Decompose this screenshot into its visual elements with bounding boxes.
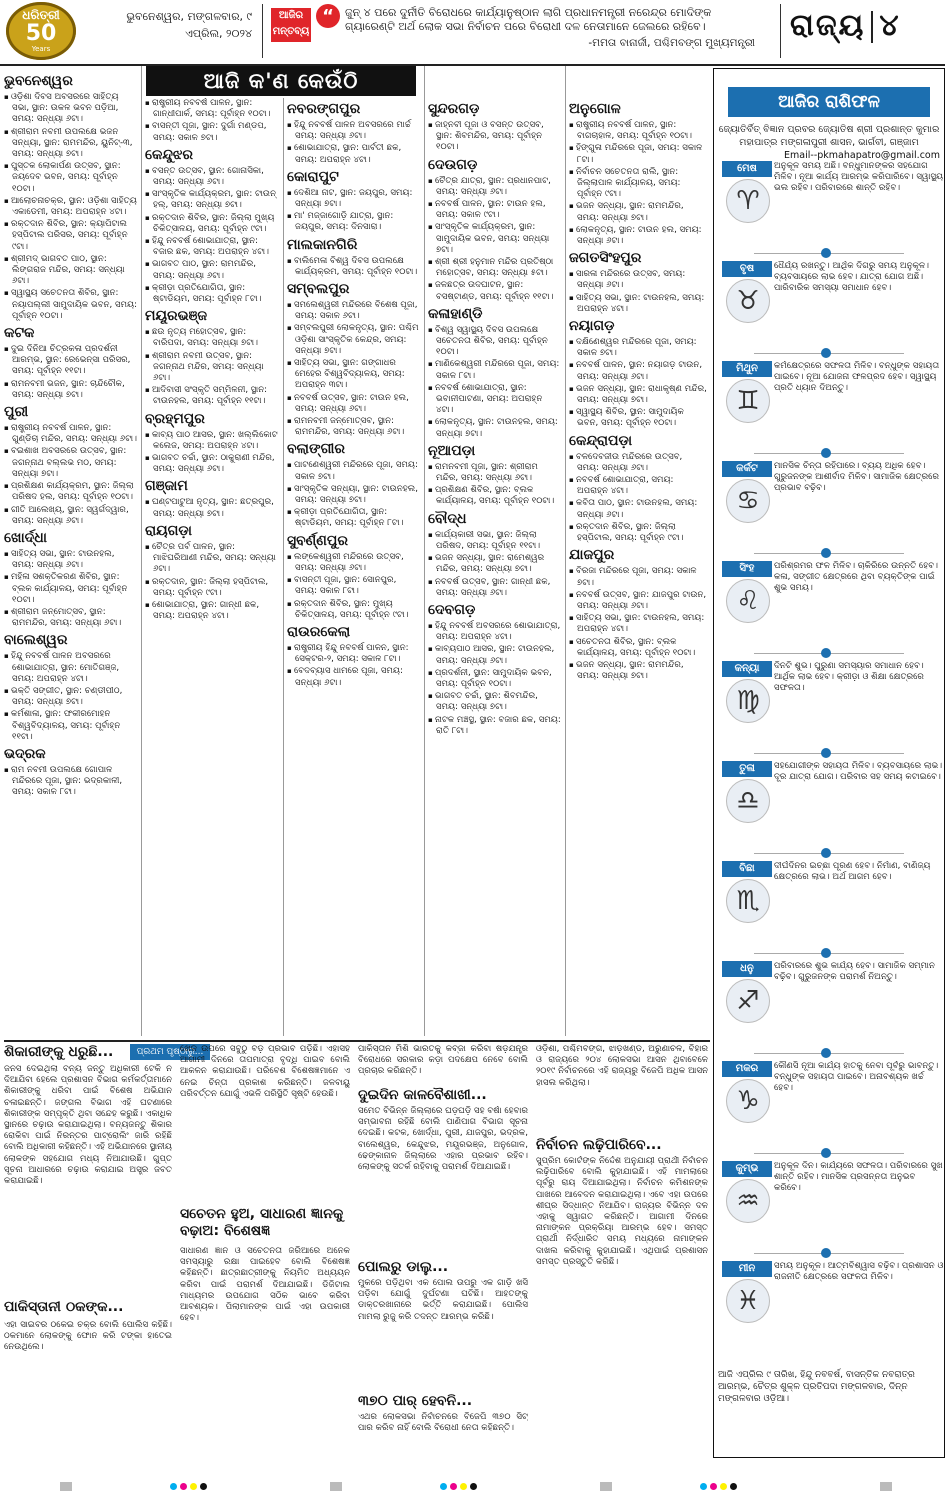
zodiac-icon: ♎ bbox=[726, 779, 770, 823]
event-item: ▪ ବାଲିମେଳା ବିଶ୍ୱ ଦିବସ ଉପଲକ୍ଷେ କାର୍ଯ୍ୟକ୍ରମ, ସମୟ: ପୂର୍ବାହ୍ନ ୧୦ଟା। bbox=[287, 256, 421, 278]
event-item: ▪ ସମଲେଶ୍ୱରୀ ମନ୍ଦିରରେ ବିଶେଷ ପୂଜା, ସମୟ: ସକାଳ ୬ଟା। bbox=[287, 300, 421, 322]
zodiac-icon: ♓ bbox=[726, 1279, 770, 1323]
event-item: ▪ ନବବର୍ଷ ପାଳନ, ସ୍ଥାନ: ନୟାଗଡ଼ ଟାଉନ, ସମୟ: ସନ୍ଧ୍ୟା ୬ଟା। bbox=[569, 360, 707, 382]
zodiac-icon: ♋ bbox=[726, 479, 770, 523]
section-name: ରାଜ୍ୟ bbox=[790, 8, 866, 43]
sign-separator bbox=[754, 853, 904, 854]
event-item: ▪ ରାଷ୍ଟ୍ରୀୟ ନବବର୍ଷ ପାଳନ, ସ୍ଥାନ: ଗୁଣ୍ଡିଚା ମନ୍ଦିର, ସମୟ: ସନ୍ଧ୍ୟା ୬ଟା। bbox=[4, 423, 138, 445]
zodiac-prediction: କୌଣସି ନୂଆ କାର୍ଯ୍ୟ ହାତକୁ ନେବା ପୂର୍ବରୁ ଭାବନ୍ତୁ। ବନ୍ଧୁଙ୍କ ସହାୟତା ପାଇବେ। ଅନାବଶ୍ୟକ ଖର୍ଚ୍ଚ ହେବ। bbox=[774, 1061, 939, 1094]
magenta-dot bbox=[710, 1483, 717, 1490]
zodiac-label: ସିଂହ bbox=[722, 561, 772, 577]
event-item: ▪ ନିର୍ବାଚନ ସଚେତନତା ରାଲି, ସ୍ଥାନ: ଜିଲ୍ଲାପାଳ କାର୍ଯ୍ୟାଳୟ, ସମୟ: ପୂର୍ବାହ୍ନ ୯ଟା। bbox=[569, 167, 707, 201]
event-item: ▪ ରାଷ୍ଟ୍ରୀୟ ନବବର୍ଷ ପାଳନ, ସ୍ଥାନ: ଗାନ୍ଧୀପାର୍କ, ସମୟ: ପୂର୍ବାହ୍ନ ୧୦ଟା। bbox=[145, 98, 279, 120]
event-item: ▪ ଚୈତ୍ର ପର୍ବ ପାଳନ, ସ୍ଥାନ: ମାଝିଘରିଆଣୀ ମନ୍ଦିର, ସମୟ: ସନ୍ଧ୍ୟା ୬ଟା। bbox=[145, 542, 279, 576]
event-item: ▪ ବିରଜା ମନ୍ଦିରରେ ପୂଜା, ସମୟ: ସକାଳ ୭ଟା। bbox=[569, 566, 707, 588]
district-heading: ନୂଆପଡ଼ା bbox=[428, 442, 476, 459]
divider bbox=[871, 11, 873, 43]
article-text: ଖେଳ ଉପରେ ସବୁଠୁ ବଡ଼ ପ୍ରଭାବ ପଡ଼ିଛି। ଏହାସହ ଆଗାମୀ ଦିନରେ ତାପମାତ୍ରା ବୃଦ୍ଧି ପାଇବ ବୋଲି ଆକଳନ କରାଯାଉଛି। ପରିବେଶ ବିଶେଷଜ୍ଞମାନେ ଏ ନେଇ ଚିନ୍ତା ପ୍ରକାଶ କରିଛନ୍ତି। ଜଳବାୟୁ ପରିବର୍ତ୍ତନ ଯୋଗୁଁ ଏଭଳି ପରିସ୍ଥିତି ସୃଷ୍ଟି ହେଉଛି। bbox=[180, 1044, 350, 1099]
district-heading: ନୟାଗଡ଼ bbox=[569, 318, 615, 335]
event-item: ▪ ଭାଗବତ ଚର୍ଚ୍ଚା, ସ୍ଥାନ: ଠାକୁରାଣୀ ମନ୍ଦିର, ସମୟ: ସନ୍ଧ୍ୟା ୬ଟା। bbox=[145, 453, 279, 475]
zodiac-label: କର୍କଟ bbox=[722, 461, 772, 477]
event-item: ▪ ନାଟକ ମଞ୍ଚସ୍ଥ, ସ୍ଥାନ: ବଜାର ଛକ, ସମୟ: ରାତି ୮ଟା। bbox=[428, 715, 562, 737]
event-item: ▪ ସମ୍ବଲପୁରୀ ଲୋକନୃତ୍ୟ, ସ୍ଥାନ: ପଶ୍ଚିମ ଓଡ଼ିଶା ସାଂସ୍କୃତିକ କେନ୍ଦ୍ର, ସମୟ: ସନ୍ଧ୍ୟା ୭ଟା। bbox=[287, 323, 421, 357]
zodiac-prediction: କର୍ମକ୍ଷେତ୍ରରେ ସଫଳତା ମିଳିବ। ବନ୍ଧୁଙ୍କ ସହାୟତା ପାଇବେ। ନୂଆ ଯୋଜନା ଫଳପ୍ରଦ ହେବ। ସ୍ୱାସ୍ଥ୍ୟ ପ୍ରତି ଧ୍ୟାନ ଦିଅନ୍ତୁ। bbox=[774, 361, 940, 394]
event-item: ▪ ରାଷ୍ଟ୍ରୀୟ ନବବର୍ଷ ପାଳନ, ସ୍ଥାନ: ବାଗଚାହାଳ, ସମୟ: ପୂର୍ବାହ୍ନ ୧୦ଟା। bbox=[569, 120, 707, 142]
zodiac-sign bbox=[722, 861, 944, 951]
event-item: ▪ ବଳଦେବଜୀଉ ମନ୍ଦିରରେ ଉତ୍ସବ, ସମୟ: ସନ୍ଧ୍ୟା ୬ଟା। bbox=[569, 452, 707, 474]
event-item: ▪ ଶ୍ରୀରାମ ନବମୀ ଉପଲକ୍ଷେ ଭଜନ ସନ୍ଧ୍ୟା, ସ୍ଥାନ: ରାମମନ୍ଦିର, ୟୁନିଟ୍-୩, ସମୟ: ସନ୍ଧ୍ୟା ୭ଟା। bbox=[4, 127, 138, 161]
event-item: ▪ ଭଜନ ସନ୍ଧ୍ୟା, ସ୍ଥାନ: ରାମମନ୍ଦିର, ସମୟ: ସନ୍ଧ୍ୟା ୭ଟା। bbox=[569, 201, 707, 223]
sign-separator bbox=[754, 253, 904, 254]
zodiac-sign bbox=[722, 561, 944, 651]
event-item: ▪ ରକ୍ତଦାନ ଶିବିର, ସ୍ଥାନ: ଜିଲ୍ଲା ହସ୍ପିଟାଲ, ସମୟ: ପୂର୍ବାହ୍ନ ୯ଟା। bbox=[569, 522, 707, 544]
column-rule bbox=[565, 66, 566, 1036]
article-text: ଏହା ସାଇବର ଠକେଇ ଚକ୍ର ବୋଲି ପୋଲିସ କହିଛି। ଠକମାନେ ଲୋକଙ୍କୁ ଫୋନ କରି ଟଙ୍କା ହାତେଇ ନେଉଥିଲେ। bbox=[4, 1320, 172, 1353]
event-item: ▪ ଦକ୍ଷିଣେଶ୍ୱର ମନ୍ଦିରରେ ପୂଜା, ସମୟ: ସକାଳ ୭ଟା। bbox=[569, 337, 707, 359]
section-header bbox=[790, 8, 940, 50]
logo-sub: Years bbox=[31, 45, 51, 53]
event-item: ▪ କାର୍ଯ୍ୟକାରୀ ସଭା, ସ୍ଥାନ: ଜିଲ୍ଲା ପରିଷଦ, ସମୟ: ପୂର୍ବାହ୍ନ ୧୧ଟା। bbox=[428, 530, 562, 552]
sign-separator bbox=[754, 1253, 904, 1254]
event-item: ▪ ବାସନ୍ତୀ ପୂଜା, ସ୍ଥାନ: ସୋନପୁର, ସମୟ: ସକାଳ ୮ଟା। bbox=[287, 575, 421, 597]
event-item: ▪ କର୍ମଶାଳା, ସ୍ଥାନ: ଫକୀରମୋହନ ବିଶ୍ୱବିଦ୍ୟାଳୟ, ସମୟ: ପୂର୍ବାହ୍ନ ୧୧ଟା। bbox=[4, 709, 138, 743]
event-item: ▪ ଭଜନ ସନ୍ଧ୍ୟା, ସ୍ଥାନ: ରାମେଶ୍ୱର ମନ୍ଦିର, ସମୟ: ସନ୍ଧ୍ୟା ୭ଟା। bbox=[428, 553, 562, 575]
print-registration-marks bbox=[0, 1478, 945, 1494]
event-item: ▪ କ୍ରୀଡ଼ା ପ୍ରତିଯୋଗିତା, ସ୍ଥାନ: ଷ୍ଟାଡିୟମ, ସମୟ: ପୂର୍ବାହ୍ନ ୮ଟା। bbox=[287, 507, 421, 529]
event-item: ▪ ପ୍ରଶିକ୍ଷଣ କାର୍ଯ୍ୟକ୍ରମ, ସ୍ଥାନ: ଜିଲ୍ଲା ପରିଷଦ ହଲ, ସମୟ: ପୂର୍ବାହ୍ନ ୧୦ଟା। bbox=[4, 481, 138, 503]
zodiac-prediction: ପରିବାରରେ ଶୁଭ କାର୍ଯ୍ୟ ହେବ। ସାମାଜିକ ସମ୍ମାନ ବଢ଼ିବ। ଗୁରୁଜନଙ୍କ ପରାମର୍ଶ ନିଅନ୍ତୁ। bbox=[774, 961, 935, 983]
masthead bbox=[0, 0, 945, 66]
horoscope-email: Email--pkmahapatro@gmail.com bbox=[784, 150, 940, 161]
grey-bar bbox=[330, 1482, 342, 1491]
zodiac-icon: ♍ bbox=[726, 679, 770, 723]
article-headline: ପୋଲରୁ ଡାଲୁ... bbox=[358, 1259, 449, 1275]
article-text: ପାକିସ୍ତାନ ମିଶି ଭାରତକୁ କବ୍‌ଜା କରିବା ଷଡ଼ଯନ୍ତ୍ର ବିରୋଧରେ ସରକାର କଡ଼ା ପଦକ୍ଷେପ ନେବେ ବୋଲି ପ୍ରଚାର କରିଛନ୍ତି। bbox=[358, 1044, 528, 1077]
zodiac-icon: ♌ bbox=[726, 579, 770, 623]
event-item: ▪ ନବବର୍ଷ ପାଳନ, ସ୍ଥାନ: ଟାଉନ ହଲ, ସମୟ: ସକାଳ ୯ଟା। bbox=[428, 199, 562, 221]
magenta-dot bbox=[180, 1483, 187, 1490]
zodiac-sign bbox=[722, 161, 944, 251]
event-item: ▪ ସାଂସ୍କୃତିକ କାର୍ଯ୍ୟକ୍ରମ, ସ୍ଥାନ: ସାମୁଦାୟିକ ଭବନ, ସମୟ: ସନ୍ଧ୍ୟା ୭ଟା। bbox=[428, 222, 562, 256]
zodiac-icon: ♏ bbox=[726, 879, 770, 923]
event-item: ▪ ଭଜନ ସନ୍ଧ୍ୟା, ସ୍ଥାନ: ରାମମନ୍ଦିର, ସମୟ: ସନ୍ଧ୍ୟା ୭ଟା। bbox=[569, 660, 707, 682]
event-item: ▪ କାବ୍ୟପାଠ ଆସର, ସ୍ଥାନ: ଟାଉନହଲ, ସମୟ: ସନ୍ଧ୍ୟା ୬ଟା। bbox=[428, 644, 562, 666]
event-item: ▪ ଲୋକନୃତ୍ୟ, ସ୍ଥାନ: ଟାଉନ ହଲ, ସମୟ: ସନ୍ଧ୍ୟା ୬ଟା। bbox=[569, 225, 707, 247]
event-item: ▪ ନବବର୍ଷ ଉତ୍ସବ, ସ୍ଥାନ: ଟାଉନ ହଲ, ସମୟ: ସନ୍ଧ୍ୟା ୬ଟା। bbox=[287, 393, 421, 415]
zodiac-sign bbox=[722, 1161, 944, 1251]
event-item: ▪ ଶ୍ରୀରାମ ନବମୀ ଉତ୍ସବ, ସ୍ଥାନ: ଜଗନ୍ନାଥ ମନ୍ଦିର, ସମୟ: ସନ୍ଧ୍ୟା ୬ଟା। bbox=[145, 351, 279, 385]
event-item: ▪ ଶ୍ରୀ ଶ୍ରୀ ହନୁମାନ ମନ୍ଦିର ପ୍ରତିଷ୍ଠା ମହୋତ୍ସବ, ସମୟ: ସନ୍ଧ୍ୟା ୫ଟା। bbox=[428, 257, 562, 279]
zodiac-prediction: ପରିଶ୍ରମର ଫଳ ମିଳିବ। ଚାକିରିରେ ଉନ୍ନତି ହେବ। କଳା, ସଙ୍ଗୀତ କ୍ଷେତ୍ରରେ ଥିବା ବ୍ୟକ୍ତିଙ୍କ ପାଇଁ ଶୁଭ ସମୟ। bbox=[774, 561, 938, 594]
zodiac-sign bbox=[722, 961, 944, 1051]
black-dot bbox=[200, 1483, 207, 1490]
event-item: ▪ ନବବର୍ଷ ଶୋଭାଯାତ୍ରା, ସ୍ଥାନ: ଭବାନୀପାଟଣା, ସମୟ: ଅପରାହ୍ନ ୪ଟା। bbox=[428, 383, 562, 417]
ajira-mantabya-badge: ଆଜିର ମନ୍ତବ୍ୟ bbox=[271, 8, 311, 42]
event-item: ▪ ମା' ମଜ୍ଜାଗୋଡ଼ି ଯାତ୍ରା, ସ୍ଥାନ: ଜୟପୁର, ସମୟ: ଦିନସାରା। bbox=[287, 211, 421, 233]
sign-separator bbox=[754, 1153, 904, 1154]
event-item: ▪ ସଚେତନତା ଶିବିର, ସ୍ଥାନ: ବ୍ଲକ କାର୍ଯ୍ୟାଳୟ, ସମୟ: ପୂର୍ବାହ୍ନ ୧୦ଟା। bbox=[569, 637, 707, 659]
event-item: ▪ ରକ୍ତଦାନ ଶିବିର, ସ୍ଥାନ: ଜିଲ୍ଲା ମୁଖ୍ୟ ଚିକିତ୍ସାଳୟ, ସମୟ: ପୂର୍ବାହ୍ନ ୯ଟା। bbox=[145, 213, 279, 235]
district-heading: କଟକ bbox=[4, 325, 35, 342]
logo-years: 50 bbox=[25, 21, 57, 46]
zodiac-prediction: ଦିନଟି ଶୁଭ। ପୁରୁଣା ସମସ୍ୟାର ସମାଧାନ ହେବ। ଆର୍ଥିକ ଲାଭ ହେବ। କ୍ରୀଡ଼ା ଓ ଶିକ୍ଷା କ୍ଷେତ୍ରରେ ସଫଳତା। bbox=[774, 661, 924, 694]
event-item: ▪ ବସନ୍ତ ଉତ୍ସବ, ସ୍ଥାନ: ଗୋନାସିକା, ସମୟ: ସନ୍ଧ୍ୟା ୬ଟା। bbox=[145, 166, 279, 188]
zodiac-label: ବୃଷ bbox=[722, 261, 772, 277]
quote-attribution: -ମମତା ବାନାର୍ଜୀ, ପଶ୍ଚିମବଙ୍ଗ ମୁଖ୍ୟମନ୍ତ୍ରୀ bbox=[588, 37, 755, 49]
magenta-dot bbox=[450, 1483, 457, 1490]
column-rule bbox=[283, 98, 284, 1036]
zodiac-icon: ♊ bbox=[726, 379, 770, 423]
district-heading: ଯାଜପୁର bbox=[569, 547, 615, 564]
yellow-dot bbox=[460, 1483, 467, 1490]
district-heading: ରାୟଗଡ଼ା bbox=[145, 522, 192, 539]
article-headline: ପାକିସ୍ତାନୀ ଠକଙ୍କ... bbox=[4, 1299, 124, 1315]
continued-headline: ଶିକାରୀଙ୍କୁ ଧରୁଛି... bbox=[4, 1044, 114, 1060]
event-item: ▪ ଭଜନ ସନ୍ଧ୍ୟା, ସ୍ଥାନ: ରାଧାକୃଷ୍ଣ ମନ୍ଦିର, ସମୟ: ସନ୍ଧ୍ୟା ୭ଟା। bbox=[569, 384, 707, 406]
article-text: ଓଡ଼ିଶା, ପଶ୍ଚିମବଙ୍ଗ, ଝାଡ଼ଖଣ୍ଡ, ଅରୁଣାଚଳ, ବିହାର ଓ ରାଜ୍ୟରେ ୨୦୪ ଲୋକସଭା ଆସନ ଥିବାବେଳେ ୨୦୧୯ ନିର୍ବାଚନରେ ଏହି ରାଜ୍ୟରୁ ବିଜେପି ଅଧିକ ଆସନ ହାସଲ କରିଥିଲା। bbox=[536, 1044, 708, 1088]
yellow-dot bbox=[720, 1483, 727, 1490]
event-item: ▪ ଶ୍ରୀରାମ ଜନ୍ମୋତ୍ସବ, ସ୍ଥାନ: ରାମମନ୍ଦିର, ସମୟ: ସନ୍ଧ୍ୟା ୬ଟା। bbox=[4, 607, 138, 629]
event-item: ▪ ଗୀତି ଆଲେଖ୍ୟ, ସ୍ଥାନ: ସ୍ୱର୍ଗଦ୍ୱାର, ସମୟ: ସନ୍ଧ୍ୟା ୬ଟା। bbox=[4, 505, 138, 527]
event-item: ▪ ହିନ୍ଦୁ ନବବର୍ଷ ଶୋଭାଯାତ୍ରା, ସ୍ଥାନ: ବଜାର ଛକ, ସମୟ: ଅପରାହ୍ନ ୪ଟା। bbox=[145, 236, 279, 258]
district-heading: ଭଦ୍ରକ bbox=[4, 745, 46, 762]
district-heading: କେନ୍ଦୁଝର bbox=[145, 146, 194, 163]
district-heading: ବାଲେଶ୍ୱର bbox=[4, 632, 68, 649]
event-item: ▪ ସାହିତ୍ୟ ସଭା, ସ୍ଥାନ: ଟାଉନହଲ, ସମୟ: ସନ୍ଧ୍ୟା ୬ଟା। bbox=[4, 549, 138, 571]
district-heading: ପୁରୀ bbox=[4, 404, 29, 421]
event-item: ▪ ଜାହ୍ନବୀ ପୂଜା ଓ ବସନ୍ତ ଉତ୍ସବ, ସ୍ଥାନ: ଶିବମନ୍ଦିର, ସମୟ: ପୂର୍ବାହ୍ନ ୧୦ଟା। bbox=[428, 120, 562, 154]
event-item: ▪ ଦେଶିଆ ନାଟ, ସ୍ଥାନ: ଜୟପୁର, ସମୟ: ସନ୍ଧ୍ୟା ୭ଟା। bbox=[287, 188, 421, 210]
zodiac-icon: ♈ bbox=[726, 179, 770, 223]
event-item: ▪ ସ୍ୱାସ୍ଥ୍ୟ ଶିବିର, ସ୍ଥାନ: ସାମୁଦାୟିକ ଭବନ, ସମୟ: ପୂର୍ବାହ୍ନ ୧୦ଟା। bbox=[569, 407, 707, 429]
zodiac-prediction: ଅନୁକୂଳ ଦିନ। କାର୍ଯ୍ୟରେ ସଫଳତା। ପରିବାରରେ ସୁଖ ଶାନ୍ତି ରହିବ। ମାନସିକ ପ୍ରସନ୍ନତା ଅନୁଭବ କରିବେ। bbox=[774, 1161, 943, 1194]
event-item: ▪ ମହିଳା ସଶକ୍ତିକରଣ ଶିବିର, ସ୍ଥାନ: ବ୍ଲକ କାର୍ଯ୍ୟାଳୟ, ସମୟ: ପୂର୍ବାହ୍ନ ୧୦ଟା। bbox=[4, 572, 138, 606]
district-heading: କେନ୍ଦ୍ରାପଡ଼ା bbox=[569, 432, 633, 449]
event-item: ▪ ବଇଶାଖ ଅବସରରେ ଉତ୍ସବ, ସ୍ଥାନ: ଜଗନ୍ନାଥ ବଲ୍ଲଭ ମଠ, ସମୟ: ସନ୍ଧ୍ୟା ୭ଟା। bbox=[4, 446, 138, 480]
zodiac-prediction: ମାନସିକ ଚିନ୍ତା ରହିପାରେ। ବ୍ୟୟ ଅଧିକ ହେବ। ଗୁରୁଜନଙ୍କ ଆଶୀର୍ବାଦ ମିଳିବ। ସାମାଜିକ କ୍ଷେତ୍ରରେ ପ୍ରଭାବ ବଢ଼ିବ। bbox=[774, 461, 939, 494]
yellow-dot bbox=[190, 1483, 197, 1490]
zodiac-label: ମିଥୁନ bbox=[722, 361, 772, 377]
district-heading: ବୌଦ୍ଧ bbox=[428, 510, 467, 527]
article-text: ମୁକରେ ପଡ଼ିଥିବା ଏକ ପୋଲ ଉପରୁ ଏକ ଗାଡ଼ି ଖସି ପଡ଼ିବା ଯୋଗୁଁ ଦୁର୍ଘଟଣା ଘଟିଛି। ଆହତଙ୍କୁ ଡାକ୍ତରଖାନାରେ ଭର୍ତ୍ତି କରାଯାଇଛି। ପୋଲିସ ମାମଲା ରୁଜୁ କରି ତଦନ୍ତ ଆରମ୍ଭ କରିଛି। bbox=[358, 1278, 528, 1322]
event-item: ▪ ହିଙ୍ଗୁଳା ମନ୍ଦିରରେ ପୂଜା, ସମୟ: ସକାଳ ୮ଟା। bbox=[569, 143, 707, 165]
district-heading: ରାଉରକେଲା bbox=[287, 623, 351, 640]
dateline: ଭୁବନେଶ୍ୱର, ମଙ୍ଗଳବାର, ୯ ଏପ୍ରିଲ, ୨୦୨୪ bbox=[126, 10, 252, 40]
quote-text: ଜୁନ୍ ୪ ପରେ ଦୁର୍ନୀତି ବିରୋଧରେ କାର୍ଯ୍ୟାନୁଷ୍ଠାନ ଲାଗି ପ୍ରଧାନମନ୍ତ୍ରୀ ନରେନ୍ଦ୍ର ମୋଦିଙ୍କ ଗ୍ୟାରେଣ୍ଟି ଅର୍ଥ ଲୋକ ସଭା ନିର୍ବାଚନ ପରେ ବିରୋଧୀ ଦଳ ନେତାମାନେ ଜେଲରେ ରହିବେ। bbox=[345, 6, 712, 33]
district-heading: ମାଲକାନଗିରି bbox=[287, 236, 358, 253]
event-item: ▪ କବିତା ପାଠ, ସ୍ଥାନ: ଟାଉନହଲ, ସମୟ: ସନ୍ଧ୍ୟା ୬ଟା। bbox=[569, 498, 707, 520]
event-item: ▪ ଦୁଇ ଦିନିଆ ଚିତ୍ରକଳା ପ୍ରଦର୍ଶନୀ ଆରମ୍ଭ, ସ୍ଥାନ: ରେଭେନ୍ସା ପରିସର, ସମୟ: ପୂର୍ବାହ୍ନ ୧୧ଟା। bbox=[4, 344, 138, 378]
event-item: ▪ ରକ୍ତଦାନ ଶିବିର, ସ୍ଥାନ: ମୁଖ୍ୟ ଚିକିତ୍ସାଳୟ, ସମୟ: ପୂର୍ବାହ୍ନ ୯ଟା। bbox=[287, 599, 421, 621]
zodiac-label: କୁମ୍ଭ bbox=[722, 1161, 772, 1177]
article-headline: ୩୭୦ ପାର୍ ହେବନି... bbox=[358, 1393, 473, 1409]
sign-separator bbox=[754, 753, 904, 754]
district-heading: ସୁବର୍ଣ୍ଣପୁର bbox=[287, 532, 348, 549]
event-item: ▪ ବେଦବ୍ୟାସ ଧାମରେ ପୂଜା, ସମୟ: ସନ୍ଧ୍ୟା ୬ଟା। bbox=[287, 666, 421, 688]
event-item: ▪ ମାଣିକେଶ୍ୱରୀ ମନ୍ଦିରରେ ପୂଜା, ସମୟ: ସକାଳ ୮ଟା। bbox=[428, 359, 562, 381]
horoscope-author: ଜ୍ୟୋତିର୍ବିତ୍ ବିଜ୍ଞାନ ପ୍ରବର ଜ୍ୟୋତିଷ ଶ୍ରୀ ପ୍ରଶାନ୍ତ କୁମାର ମହାପାତ୍ର ମଙ୍ଗଳାପୁରୀ ଶାସନ, ଭାର୍ଗବୀ, ଗଞ୍ଜାମ bbox=[718, 124, 940, 148]
event-item: ▪ ସ୍ୱାସ୍ଥ୍ୟ ସଚେତନତା ଶିବିର, ସ୍ଥାନ: ନୟାପଲ୍ଲୀ ସାମୁଦାୟିକ ଭବନ, ସମୟ: ପୂର୍ବାହ୍ନ ୧୦ଟା। bbox=[4, 288, 138, 322]
article-text: ଏଥର ଲୋକସଭା ନିର୍ବାଚନରେ ବିଜେପି ୩୭୦ ସିଟ୍ ପାର କରିବ ନାହିଁ ବୋଲି ବିରୋଧୀ ନେତା କହିଛନ୍ତି। bbox=[358, 1412, 528, 1434]
divider bbox=[780, 4, 781, 58]
events-column-4 bbox=[428, 98, 562, 1036]
event-item: ▪ ରକ୍ତଦାନ, ସ୍ଥାନ: ଜିଲ୍ଲା ହସ୍ପିଟାଲ, ସମୟ: ପୂର୍ବାହ୍ନ ୯ଟା। bbox=[145, 577, 279, 599]
district-heading: କଳାହାଣ୍ଡି bbox=[428, 305, 483, 322]
district-heading: ଅନୁଗୋଳ bbox=[569, 101, 621, 117]
sign-separator bbox=[754, 1053, 904, 1054]
event-item: ▪ ଛଉ ନୃତ୍ୟ ମହୋତ୍ସବ, ସ୍ଥାନ: ବାରିପଦା, ସମୟ: ସନ୍ଧ୍ୟା ୭ଟା। bbox=[145, 327, 279, 349]
column-rule bbox=[141, 66, 142, 1036]
zodiac-label: ତୁଳା bbox=[722, 761, 772, 777]
event-item: ▪ ନବବର୍ଷ ଉତ୍ସବ, ସ୍ଥାନ: ଯାଜପୁର ଟାଉନ, ସମୟ: ସନ୍ଧ୍ୟା ୬ଟା। bbox=[569, 590, 707, 612]
event-item: ▪ ସାହିତ୍ୟ ସଭା, ସ୍ଥାନ: ଗଙ୍ଗାଧର ମେହେର ବିଶ୍ୱବିଦ୍ୟାଳୟ, ସମୟ: ଅପରାହ୍ନ ୩ଟା। bbox=[287, 358, 421, 392]
district-heading: ସୁନ୍ଦରଗଡ଼ bbox=[428, 101, 480, 117]
sign-separator bbox=[754, 453, 904, 454]
zodiac-label: ଧନୁ bbox=[722, 961, 772, 977]
event-item: ▪ ସାହିତ୍ୟ ସଭା, ସ୍ଥାନ: ଟାଉନହଲ, ସମୟ: ଅପରାହ୍ନ ୪ଟା। bbox=[569, 613, 707, 635]
event-item: ▪ ଭକ୍ତି ସଙ୍ଗୀତ, ସ୍ଥାନ: ଚଣ୍ଡୀପୀଠ, ସମୟ: ସନ୍ଧ୍ୟା ୭ଟା। bbox=[4, 686, 138, 708]
zodiac-sign bbox=[722, 661, 944, 751]
zodiac-sign bbox=[722, 1061, 944, 1151]
grey-bar bbox=[60, 1482, 72, 1491]
section-rule bbox=[4, 1040, 710, 1042]
sign-separator bbox=[754, 553, 904, 554]
zodiac-prediction: ଦୀର୍ଘଦିନର ଇଚ୍ଛା ପୂରଣ ହେବ। ନିର୍ମାଣ, ବାଣିଜ୍ୟ କ୍ଷେତ୍ରରେ ଲାଭ। ଅର୍ଥ ଆଗମ ହେବ। bbox=[774, 861, 931, 883]
sign-separator bbox=[754, 953, 904, 954]
zodiac-label: ମୀନ bbox=[722, 1261, 772, 1277]
event-item: ▪ ହିନ୍ଦୁ ନବବର୍ଷ ପାଳନ ଅବସରରେ ଶୋଭାଯାତ୍ରା, ସ୍ଥାନ: ମୋତିଗଞ୍ଜ, ସମୟ: ଅପରାହ୍ନ ୪ଟା। bbox=[4, 651, 138, 685]
events-column-1 bbox=[4, 70, 138, 1036]
event-item: ▪ ଭାଗବତ ପାଠ, ସ୍ଥାନ: ରାମମନ୍ଦିର, ସମୟ: ସନ୍ଧ୍ୟା ୬ଟା। bbox=[145, 259, 279, 281]
horoscope-title: ଆଜିର ରାଶିଫଳ bbox=[728, 87, 930, 117]
divider bbox=[262, 4, 263, 58]
zodiac-prediction: ଧୈର୍ଯ୍ୟ ରଖନ୍ତୁ। ଆର୍ଥିକ ଦିଗରୁ ସମୟ ଅନୁକୂଳ। ବ୍ୟବସାୟରେ ଲାଭ ହେବ। ଯାତ୍ରା ଯୋଗ ଅଛି। ପାରିବାରିକ ସମସ୍ୟା ସମାଧାନ ହେବ। bbox=[774, 261, 930, 294]
article-text: ସମେତ ବିଭିନ୍ନ ଜିଲ୍ଲାରେ ଘଡ଼ଘଡ଼ି ସହ ବର୍ଷା ହେବାର ସମ୍ଭାବନା ରହିଛି ବୋଲି ପାଣିପାଗ ବିଭାଗ ସୂଚନା ଦେଇଛି। କଟକ, ଖୋର୍ଦ୍ଧା, ପୁରୀ, ଯାଜପୁର, ଭଦ୍ରକ, ବାଲେଶ୍ୱର, କେନ୍ଦୁଝର, ମୟୂରଭଞ୍ଜ, ଅନୁଗୋଳ, ଢେଙ୍କାନାଳ ଜିଲ୍ଲାରେ ଏହାର ପ୍ରଭାବ ରହିବ। ଲୋକଙ୍କୁ ସତର୍କ ରହିବାକୁ ପରାମର୍ଶ ଦିଆଯାଇଛି। bbox=[358, 1106, 528, 1173]
district-heading: ଦେବଗଡ଼ bbox=[428, 601, 476, 618]
event-item: ▪ ସାରଳା ମନ୍ଦିରରେ ଉତ୍ସବ, ସମୟ: ସନ୍ଧ୍ୟା ୬ଟା। bbox=[569, 269, 707, 291]
horoscope-panel bbox=[713, 68, 945, 1458]
zodiac-icon: ♐ bbox=[726, 979, 770, 1023]
event-item: ▪ ସାହିତ୍ୟ ସଭା, ସ୍ଥାନ: ଟାଉନହଲ, ସମୟ: ଅପରାହ୍ନ ୪ଟା। bbox=[569, 293, 707, 315]
zodiac-sign bbox=[722, 1261, 944, 1351]
black-dot bbox=[730, 1483, 737, 1490]
sign-separator bbox=[754, 353, 904, 354]
column-rule bbox=[424, 66, 425, 1036]
event-item: ▪ ବାସନ୍ତୀ ପୂଜା, ସ୍ଥାନ: ଦୁର୍ଗା ମଣ୍ଡପ, ସମୟ: ସକାଳ ୭ଟା। bbox=[145, 121, 279, 143]
event-item: ▪ ଚୈତ୍ର ଯାତ୍ରା, ସ୍ଥାନ: ପ୍ରଧାନପାଟ, ସମୟ: ସନ୍ଧ୍ୟା ୬ଟା। bbox=[428, 176, 562, 198]
event-item: ▪ ହିନ୍ଦୁ ନବବର୍ଷ ଅବସରରେ ଶୋଭାଯାତ୍ରା, ସମୟ: ଅପରାହ୍ନ ୪ଟା। bbox=[428, 621, 562, 643]
event-item: ▪ ଶୋଭାଯାତ୍ରା, ସ୍ଥାନ: ଗାନ୍ଧୀ ଛକ, ସମୟ: ଅପରାହ୍ନ ୪ଟା। bbox=[145, 600, 279, 622]
district-heading: ସମ୍ବଲପୁର bbox=[287, 281, 350, 298]
district-heading: ଦେଉଗଡ଼ bbox=[428, 156, 478, 173]
logo-name: ଧରିତ୍ରୀ bbox=[22, 8, 60, 22]
article-text: ସାଧାରଣ ଜ୍ଞାନ ଓ ସଚେତନତା ଜରିଆରେ ଅନେକ ସମସ୍ୟାରୁ ରକ୍ଷା ପାଇହେବ ବୋଲି ବିଶେଷଜ୍ଞ କହିଛନ୍ତି। ଛାତ୍ରଛାତ୍ରୀଙ୍କୁ ନିୟମିତ ଅଧ୍ୟୟନ କରିବା ପାଇଁ ପରାମର୍ଶ ଦିଆଯାଇଛି। ଡିଜିଟାଲ ମାଧ୍ୟମର ଉପଯୋଗ ସଠିକ ଭାବେ କରିବା ଆବଶ୍ୟକ। ପିଲାମାନଙ୍କ ପାଇଁ ଏହା ଉପକାରୀ ହେବ। bbox=[180, 1246, 350, 1324]
event-item: ▪ ପ୍ରଶିକ୍ଷଣ ଶିବିର, ସ୍ଥାନ: ବ୍ଲକ କାର୍ଯ୍ୟାଳୟ, ସମୟ: ପୂର୍ବାହ୍ନ ୧୦ଟା। bbox=[428, 485, 562, 507]
event-item: ▪ ଘଣ୍ଟପାଟୁଆ ନୃତ୍ୟ, ସ୍ଥାନ: ଛତ୍ରପୁର, ସମୟ: ସନ୍ଧ୍ୟା ୭ଟା। bbox=[145, 497, 279, 519]
event-item: ▪ ରାଷ୍ଟ୍ରୀୟ ହିନ୍ଦୁ ନବବର୍ଷ ପାଳନ, ସ୍ଥାନ: ସେକ୍ଟର-୨, ସମୟ: ସକାଳ ୮ଟା। bbox=[287, 643, 421, 665]
event-item: ▪ ହିନ୍ଦୁ ନବବର୍ଷ ପାଳନ ଅବସରରେ ମାର୍ଚ୍ଚ ସମୟ: ସନ୍ଧ୍ୟା ୬ଟା। bbox=[287, 120, 421, 142]
zodiac-prediction: ସହଯୋଗୀଙ୍କ ସହାୟତା ମିଳିବ। ବ୍ୟବସାୟରେ ଲାଭ। ଦୂର ଯାତ୍ରା ଯୋଗ। ପରିବାର ସହ ସମୟ କଟାଇବେ। bbox=[774, 761, 943, 783]
zodiac-sign bbox=[722, 361, 944, 451]
article-headline: ଦୁଇଦିନ କାଳବୈଶାଖୀ... bbox=[358, 1087, 487, 1103]
zodiac-prediction: ଅନୁକୂଳ ସମୟ ଅଛି। ବନ୍ଧୁମାନଙ୍କର ସହଯୋଗ ମିଳିବ। ନୂଆ କାର୍ଯ୍ୟ ଆରମ୍ଭ କରିପାରିବେ। ସ୍ୱାସ୍ଥ୍ୟ ଭଲ ରହିବ। ପରିବାରରେ ଶାନ୍ତି ରହିବ। bbox=[774, 161, 944, 194]
black-dot bbox=[470, 1483, 477, 1490]
page-number: ୪ bbox=[879, 8, 901, 43]
event-item: ▪ ନବବର୍ଷ ଶୋଭାଯାତ୍ରା, ସମୟ: ଅପରାହ୍ନ ୪ଟା। bbox=[569, 475, 707, 497]
event-item: ▪ ଶୋଭାଯାତ୍ରା, ସ୍ଥାନ: ପାର୍ବତୀ ଛକ, ସମୟ: ଅପରାହ୍ନ ୪ଟା। bbox=[287, 143, 421, 165]
horoscope-footer: ଆଜି ଏପ୍ରିଲ ୯ ତାରିଖ, ହିନ୍ଦୁ ନବବର୍ଷ, ବାସନ୍ତିକ ନବରାତ୍ର ଆରମ୍ଭ, ଚୈତ୍ର ଶୁକ୍ଳ ପ୍ରତିପଦା ମଙ୍ଗଳବାର, ଦିନ୍ନ ମଙ୍ଗଳବାର ଓଡ଼ିଆ। bbox=[718, 1370, 915, 1404]
grey-bar bbox=[880, 1482, 892, 1491]
article-headline: ସଚେତନ ହୁଅ, ସାଧାରଣ ଜ୍ଞାନକୁ ବଢ଼ାଅ: ବିଶେଷଜ୍ଞ bbox=[180, 1206, 344, 1239]
zodiac-sign bbox=[722, 461, 944, 551]
cyan-dot bbox=[700, 1483, 707, 1490]
event-item: ▪ ଲୋକନୃତ୍ୟ, ସ୍ଥାନ: ଟାଉନହଲ, ସମୟ: ସନ୍ଧ୍ୟା ୭ଟା। bbox=[428, 417, 562, 439]
events-column-3 bbox=[287, 98, 421, 1036]
district-heading: ନବରଙ୍ଗପୁର bbox=[287, 101, 361, 117]
zodiac-label: କନ୍ୟା bbox=[722, 661, 772, 677]
quote-icon: “ bbox=[316, 4, 340, 28]
district-heading: ଗଞ୍ଜାମ bbox=[145, 478, 188, 495]
newspaper-logo bbox=[6, 2, 76, 60]
event-item: ▪ ଆଲୋଚନାଚକ୍ର, ସ୍ଥାନ: ଓଡ଼ିଶା ସାହିତ୍ୟ ଏକାଡେମୀ, ସମୟ: ଅପରାହ୍ନ ୪ଟା। bbox=[4, 196, 138, 218]
event-item: ▪ ପ୍ରଦର୍ଶନୀ, ସ୍ଥାନ: ସାମୁଦାୟିକ ଭବନ, ସମୟ: ପୂର୍ବାହ୍ନ ୧୦ଟା। bbox=[428, 668, 562, 690]
zodiac-icon: ♒ bbox=[726, 1179, 770, 1223]
zodiac-label: ମକର bbox=[722, 1061, 772, 1077]
article-headline: ନିର୍ବାଚନ ଲଢ଼ିପାରିବେ... bbox=[536, 1137, 662, 1153]
events-column-5 bbox=[569, 98, 707, 1036]
district-heading: ବ୍ରହ୍ମପୁର bbox=[145, 410, 205, 427]
event-item: ▪ ଶ୍ରୀମଦ୍ ଭାଗବତ ପାଠ, ସ୍ଥାନ: ଲିଙ୍ଗରାଜ ମନ୍ଦିର, ସମୟ: ସନ୍ଧ୍ୟା ୬ଟା। bbox=[4, 254, 138, 288]
event-item: ▪ ନବବର୍ଷ ଉତ୍ସବ, ସ୍ଥାନ: ଗାନ୍ଧୀ ଛକ, ସମୟ: ସନ୍ଧ୍ୟା ୬ଟା। bbox=[428, 577, 562, 599]
event-item: ▪ ରାମ ନବମୀ ଉପଲକ୍ଷେ ଗୋପାଳ ମନ୍ଦିରରେ ପୂଜା, ସ୍ଥାନ: ଭଦ୍ରକାଳୀ, ସମୟ: ସକାଳ ୮ଟା। bbox=[4, 765, 138, 799]
event-item: ▪ ରାମନବମୀ ପୂଜା, ସ୍ଥାନ: ଶ୍ରୀରାମ ମନ୍ଦିର, ସମୟ: ସନ୍ଧ୍ୟା ୬ଟା। bbox=[428, 462, 562, 484]
event-item: ▪ କାବ୍ୟ ପାଠ ଆସର, ସ୍ଥାନ: ଖଲ୍ଲିକୋଟ କଲେଜ, ସମୟ: ଅପରାହ୍ନ ୪ଟା। bbox=[145, 430, 279, 452]
zodiac-icon: ♉ bbox=[726, 279, 770, 323]
article-text: ସୁପ୍ରିମ କୋର୍ଟଙ୍କ ନିର୍ଦ୍ଦେଶ ଅନୁଯାୟୀ ପ୍ରାର୍ଥୀ ନିର୍ବାଚନ ଲଢ଼ିପାରିବେ ବୋଲି କୁହାଯାଇଛି। ଏହି ମାମଲାରେ ପୂର୍ବରୁ ରାୟ ଦିଆଯାଇଥିଲା। ନିର୍ବାଚନ କମିଶନଙ୍କ ପାଖରେ ଆବେଦନ କରାଯାଇଥିଲା। ଏବେ ଏହା ଉପରେ ଶୀଘ୍ର ସିଦ୍ଧାନ୍ତ ନିଆଯିବ। ରାଜ୍ୟର ବିଭିନ୍ନ ଦଳ ଏହାକୁ ସ୍ୱାଗତ କରିଛନ୍ତି। ଆଗାମୀ ଦିନରେ ନାମାଙ୍କନ ପ୍ରକ୍ରିୟା ଆରମ୍ଭ ହେବ। ସମସ୍ତ ପ୍ରାର୍ଥୀ ନିର୍ଦ୍ଧାରିତ ସମୟ ମଧ୍ୟରେ ନାମାଙ୍କନ ଦାଖଲ କରିବାକୁ କୁହାଯାଇଛି। ଏଥିପାଇଁ ପ୍ରଶାସନ ସମସ୍ତ ପ୍ରସ୍ତୁତି କରିଛି। bbox=[536, 1156, 708, 1267]
event-item: ▪ ଭାଗବତ ଚର୍ଚ୍ଚା, ସ୍ଥାନ: ଶିବମନ୍ଦିର, ସମୟ: ସନ୍ଧ୍ୟା ୭ଟା। bbox=[428, 691, 562, 713]
event-item: ▪ ପୁସ୍ତକ ଲୋକାର୍ପଣ ଉତ୍ସବ, ସ୍ଥାନ: ଜୟଦେବ ଭବନ, ସମୟ: ପୂର୍ବାହ୍ନ ୧୦ଟା। bbox=[4, 161, 138, 195]
district-heading: ଖୋର୍ଦ୍ଧା bbox=[4, 529, 47, 546]
from-first-page-tag: ପ୍ରଥମ ପୃଷ୍ଠାରୁ... bbox=[130, 1044, 210, 1060]
district-heading: କୋରାପୁଟ bbox=[287, 168, 339, 185]
event-item: ▪ ବିଶ୍ୱ ସ୍ୱାସ୍ଥ୍ୟ ଦିବସ ଉପଲକ୍ଷେ ସଚେତନତା ଶିବିର, ସମୟ: ପୂର୍ବାହ୍ନ ୧୦ଟା। bbox=[428, 325, 562, 359]
event-item: ▪ ଲଙ୍କେଶ୍ୱରୀ ମନ୍ଦିରରେ ଉତ୍ସବ, ସମୟ: ସନ୍ଧ୍ୟା ୬ଟା। bbox=[287, 552, 421, 574]
event-item: ▪ ପାଟଣେଶ୍ୱରୀ ମନ୍ଦିରରେ ପୂଜା, ସମୟ: ସକାଳ ୭ଟା। bbox=[287, 460, 421, 482]
district-heading: ମୟୂରଭଞ୍ଜ bbox=[145, 308, 208, 325]
zodiac-label: ବିଛା bbox=[722, 861, 772, 877]
zodiac-label: ମେଷ bbox=[722, 161, 772, 177]
event-item: ▪ ଆଦିବାସୀ ସଂସ୍କୃତି ସମ୍ମିଳନୀ, ସ୍ଥାନ: ଟାଉନହଲ, ସମୟ: ପୂର୍ବାହ୍ନ ୧୧ଟା। bbox=[145, 385, 279, 407]
zodiac-icon: ♑ bbox=[726, 1079, 770, 1123]
event-item: ▪ ସାଂସ୍କୃତିକ କାର୍ଯ୍ୟକ୍ରମ, ସ୍ଥାନ: ଟାଉନ୍ ହଲ୍, ସମୟ: ସନ୍ଧ୍ୟା ୭ଟା। bbox=[145, 189, 279, 211]
article-text: ଜନସ ଦେଇଥିଲା ବନ୍ୟ ଜନ୍ତୁ ଅଧିକାରୀ ଟେକି ନ ଦିଆଯିବା ହେଲେ ପ୍ରଶାସନ ବିଭାଗ କର୍ମକର୍ତ୍ତାମାନେ ଶିକାରୀଙ୍କୁ ଧରିବା ପାଇଁ ବିଶେଷ ଅଭିଯାନ ଚଳାଇଛନ୍ତି। ଜଙ୍ଗଲ ବିଭାଗ ଏହି ଘଟଣାରେ ଶିକାରୀଙ୍କ ସମ୍ପୃକ୍ତି ଥିବା ସନ୍ଦେହ କରୁଛି। ଏକାଧିକ ସ୍ଥାନରେ ଚଢ଼ାଉ କରାଯାଇଥିଲା। ବନ୍ୟଜନ୍ତୁ ଶିକାର ରୋକିବା ପାଇଁ ନିରନ୍ତର ପାଟ୍ରୋଲିଂ ଜାରି ରହିଛି ବୋଲି ଅଧିକାରୀ କହିଛନ୍ତି। ଏହି ଅଭିଯାନରେ ସ୍ଥାନୀୟ ଲୋକଙ୍କ ସହଯୋଗ ମଧ୍ୟ ନିଆଯାଉଛି। ଗୁପ୍ତ ସୂଚନା ଆଧାରରେ ଚଢ଼ାଉ କରାଯାଇ ଅସ୍ତ୍ର ଜବତ କରାଯାଇଛି। bbox=[4, 1064, 172, 1187]
district-heading: ଭୁବନେଶ୍ୱର bbox=[4, 73, 73, 89]
grey-bar bbox=[600, 1482, 612, 1491]
zodiac-prediction: ସମୟ ଅନୁକୂଳ। ଆତ୍ମବିଶ୍ୱାସ ବଢ଼ିବ। ପ୍ରଶାସନ ଓ ରାଜନୀତି କ୍ଷେତ୍ରରେ ସଫଳତା ମିଳିବ। bbox=[774, 1261, 944, 1283]
cyan-dot bbox=[440, 1483, 447, 1490]
event-item: ▪ ସାଂସ୍କୃତିକ ସନ୍ଧ୍ୟା, ସ୍ଥାନ: ଟାଉନହଲ, ସମୟ: ସନ୍ଧ୍ୟା ୭ଟା। bbox=[287, 484, 421, 506]
event-item: ▪ କ୍ରୀଡ଼ା ପ୍ରତିଯୋଗିତା, ସ୍ଥାନ: ଷ୍ଟାଡିୟମ, ସମୟ: ପୂର୍ବାହ୍ନ ୮ଟା। bbox=[145, 283, 279, 305]
cyan-dot bbox=[170, 1483, 177, 1490]
zodiac-sign bbox=[722, 761, 944, 851]
zodiac-sign bbox=[722, 261, 944, 351]
district-heading: ବଲାଙ୍ଗୀର bbox=[287, 441, 345, 458]
events-column-2 bbox=[145, 98, 279, 1036]
sign-separator bbox=[754, 653, 904, 654]
district-heading: ଜଗତସିଂହପୁର bbox=[569, 250, 642, 267]
event-item: ▪ ରକ୍ତଦାନ ଶିବିର, ସ୍ଥାନ: କ୍ୟାପିଟାଲ ହସ୍ପିଟାଲ ପରିସର, ସମୟ: ପୂର୍ବାହ୍ନ ୯ଟା। bbox=[4, 219, 138, 253]
event-item: ▪ ଓଡ଼ିଶା ଦିବସ ଅବସରରେ ସାହିତ୍ୟ ସଭା, ସ୍ଥାନ: ଉକଳ ଭବନ ପଡ଼ିଆ, ସମୟ: ସନ୍ଧ୍ୟା ୬ଟା। bbox=[4, 92, 138, 126]
event-item: ▪ ରାମନବମୀ ଜନ୍ମୋତ୍ସବ, ସ୍ଥାନ: ରାମମନ୍ଦିର, ସମୟ: ସନ୍ଧ୍ୟା ୬ଟା। bbox=[287, 416, 421, 438]
event-item: ▪ ରାମନବମୀ ଭଜନ, ସ୍ଥାନ: ଚାନ୍ଦିଚୌକ, ସମୟ: ସନ୍ଧ୍ୟା ୭ଟା। bbox=[4, 379, 138, 401]
events-banner: ଆଜି କ'ଣ କେଉଁଠି bbox=[146, 66, 416, 96]
event-item: ▪ ଜଳଛତ୍ର ଉଦଘାଟନ, ସ୍ଥାନ: ବସଷ୍ଟାଣ୍ଡ, ସମୟ: ପୂର୍ବାହ୍ନ ୧୧ଟା। bbox=[428, 280, 562, 302]
